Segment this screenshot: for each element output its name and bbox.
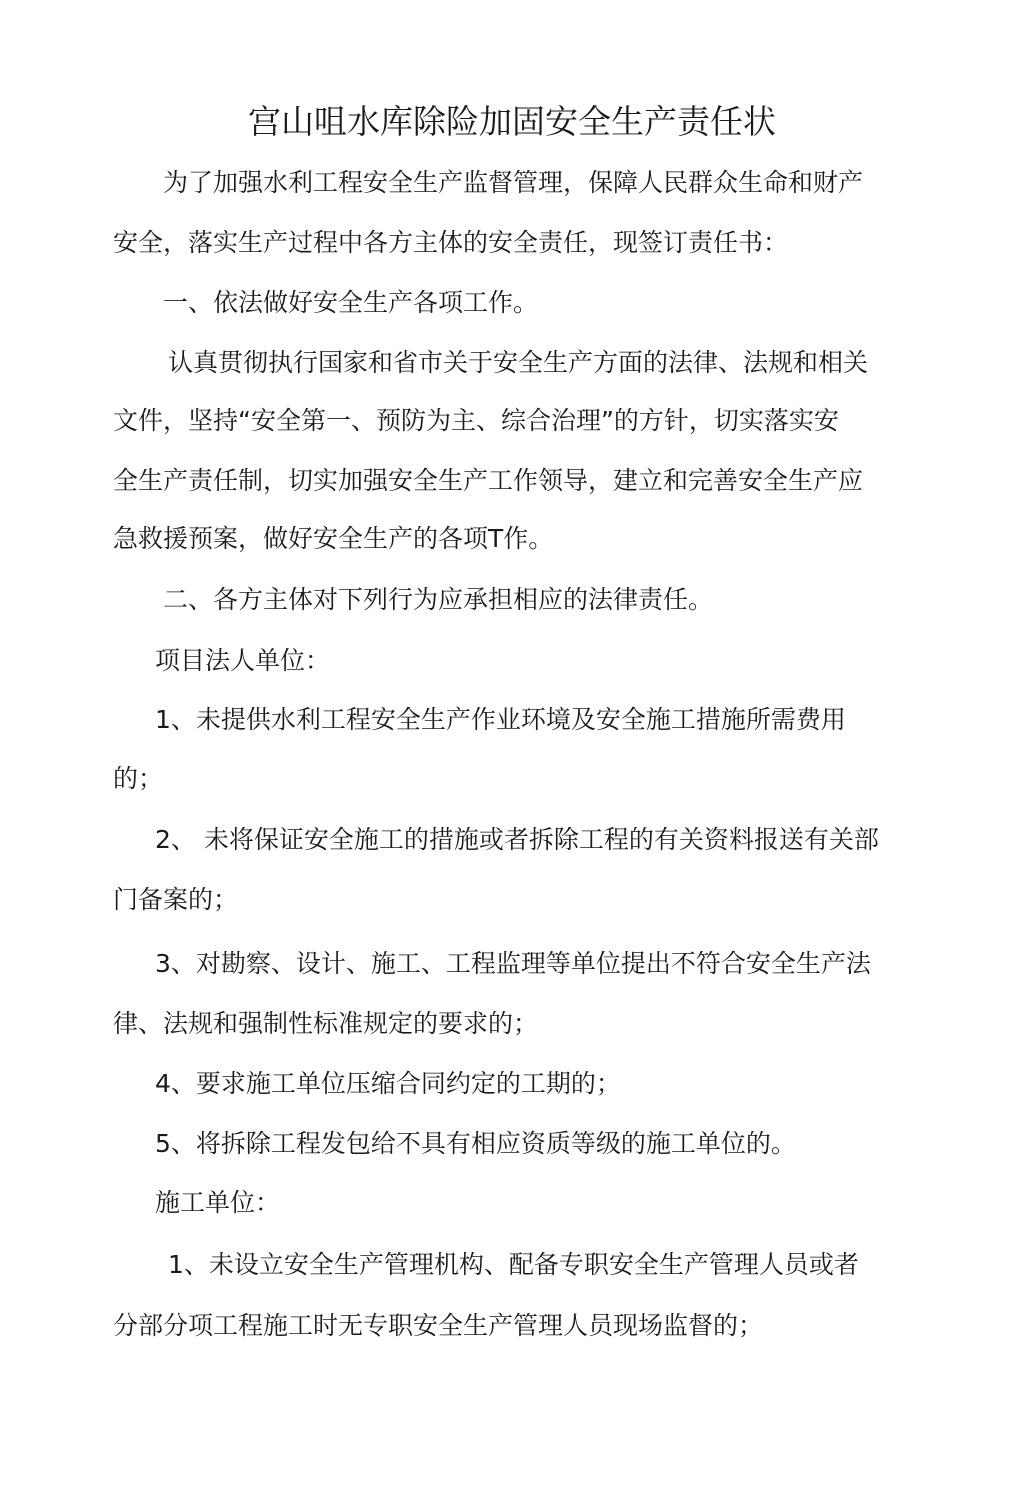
paragraph-line: 安全，落实生产过程中各方主体的安全责任，现签订责任书：: [113, 228, 789, 257]
list-item: 1、未提供水利工程安全生产作业环境及安全施工措施所需费用: [155, 705, 846, 734]
list-item-continuation: 门备案的；: [113, 885, 239, 914]
paragraph-line: 认真贯彻执行国家和省市关于安全生产方面的法律、法规和相关: [168, 348, 869, 377]
paragraph-line: 急救援预案，做好安全生产的各项T作。: [113, 524, 554, 553]
list-item-continuation: 分部分项工程施工时无专职安全生产管理人员现场监督的；: [113, 1311, 764, 1340]
paragraph-line: 全生产责任制，切实加强安全生产工作领导，建立和完善安全生产应: [113, 466, 864, 495]
list-item: 3、对勘察、设计、施工、工程监理等单位提出不符合安全生产法: [155, 949, 871, 978]
list-item: 5、将拆除工程发包给不具有相应资质等级的施工单位的。: [155, 1129, 796, 1158]
document-title: 宫山咀水库除险加固安全生产责任状: [248, 102, 776, 141]
subsection-heading: 项目法人单位：: [155, 646, 331, 675]
section-heading: 一、依法做好安全生产各项工作。: [163, 288, 539, 317]
list-item-continuation: 律、法规和强制性标准规定的要求的；: [113, 1009, 539, 1038]
list-item: 2、 未将保证安全施工的措施或者拆除工程的有关资料报送有关部: [155, 825, 879, 854]
section-heading: 二、各方主体对下列行为应承担相应的法律责任。: [163, 585, 714, 614]
paragraph-line: 为了加强水利工程安全生产监督管理，保障人民群众生命和财产: [163, 168, 864, 197]
list-item-continuation: 的；: [113, 764, 164, 793]
list-item: 4、要求施工单位压缩合同约定的工期的；: [155, 1069, 621, 1098]
paragraph-line: 文件，坚持“安全第一、预防为主、综合治理”的方针，切实落实安: [113, 406, 839, 435]
list-item: 1、未设立安全生产管理机构、配备专职安全生产管理人员或者: [168, 1250, 859, 1279]
subsection-heading: 施工单位：: [155, 1188, 281, 1217]
